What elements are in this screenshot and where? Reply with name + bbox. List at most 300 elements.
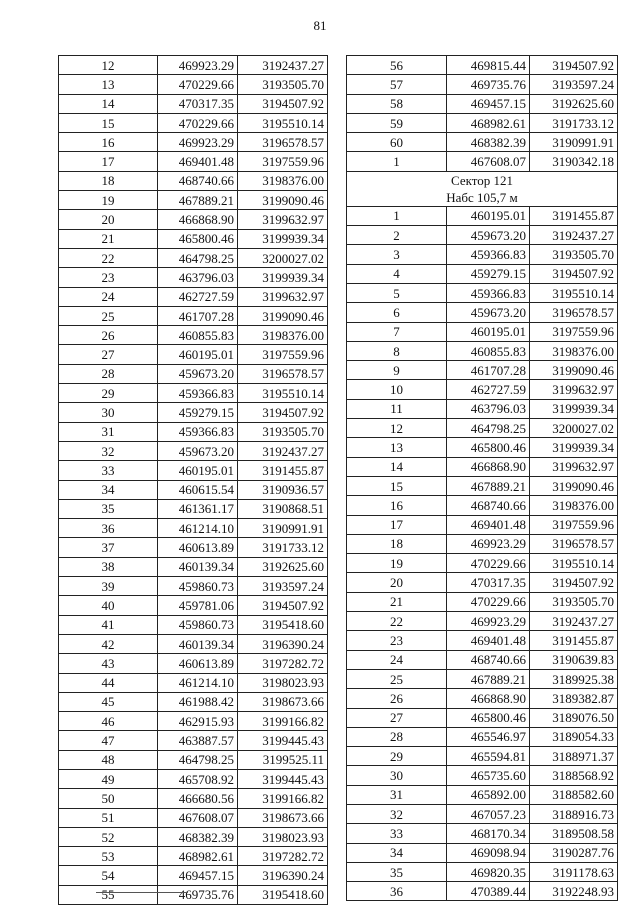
table-row (347, 669, 618, 688)
point-number: 16 (59, 133, 158, 152)
y-coordinate: 3199166.82 (238, 789, 328, 808)
point-number: 18 (347, 534, 447, 553)
x-coordinate: 459366.83 (447, 283, 530, 302)
point-number: 25 (59, 306, 158, 325)
point-number: 29 (59, 384, 158, 403)
x-coordinate: 465735.60 (447, 766, 530, 785)
table-row (347, 843, 618, 862)
table-row (347, 75, 618, 94)
x-coordinate: 460613.89 (158, 654, 238, 673)
point-number: 14 (59, 94, 158, 113)
point-number: 58 (347, 94, 447, 113)
table-row (59, 731, 328, 750)
y-coordinate: 3197282.72 (238, 654, 328, 673)
y-coordinate: 3189508.58 (530, 824, 618, 843)
x-coordinate: 463887.57 (158, 731, 238, 750)
y-coordinate: 3196390.24 (238, 634, 328, 653)
y-coordinate: 3193505.70 (530, 245, 618, 264)
table-row (347, 113, 618, 132)
point-number: 22 (59, 248, 158, 267)
point-number: 26 (59, 326, 158, 345)
point-number: 33 (347, 824, 447, 843)
point-number: 15 (59, 113, 158, 132)
table-row (347, 689, 618, 708)
table-row (347, 515, 618, 534)
footnote-rule (96, 892, 188, 893)
table-row (59, 171, 328, 190)
table-row (347, 283, 618, 302)
y-coordinate: 3195510.14 (530, 554, 618, 573)
y-coordinate: 3193505.70 (530, 592, 618, 611)
y-coordinate: 3189054.33 (530, 727, 618, 746)
y-coordinate: 3197559.96 (530, 515, 618, 534)
x-coordinate: 459673.20 (447, 226, 530, 245)
x-coordinate: 466868.90 (447, 457, 530, 476)
table-row (347, 133, 618, 152)
point-number: 51 (59, 808, 158, 827)
y-coordinate: 3188582.60 (530, 785, 618, 804)
table-row (347, 322, 618, 341)
x-coordinate: 464798.25 (158, 248, 238, 267)
x-coordinate: 468740.66 (158, 171, 238, 190)
table-row (347, 650, 618, 669)
x-coordinate: 461214.10 (158, 519, 238, 538)
y-coordinate: 3189076.50 (530, 708, 618, 727)
point-number: 9 (347, 361, 447, 380)
point-number: 17 (59, 152, 158, 171)
x-coordinate: 470229.66 (158, 113, 238, 132)
x-coordinate: 463796.03 (158, 268, 238, 287)
point-number: 5 (347, 283, 447, 302)
point-number: 7 (347, 322, 447, 341)
point-number: 25 (347, 669, 447, 688)
point-number: 20 (59, 210, 158, 229)
table-row (347, 631, 618, 650)
table-row (59, 692, 328, 711)
x-coordinate: 466868.90 (158, 210, 238, 229)
y-coordinate: 3199090.46 (238, 306, 328, 325)
x-coordinate: 468382.39 (158, 827, 238, 846)
table-row (59, 789, 328, 808)
x-coordinate: 459860.73 (158, 577, 238, 596)
x-coordinate: 464798.25 (447, 419, 530, 438)
point-number: 57 (347, 75, 447, 94)
y-coordinate: 3190868.51 (238, 499, 328, 518)
y-coordinate: 3198023.93 (238, 827, 328, 846)
y-coordinate: 3198673.66 (238, 808, 328, 827)
point-number: 12 (347, 419, 447, 438)
table-row (347, 438, 618, 457)
y-coordinate: 3193505.70 (238, 422, 328, 441)
y-coordinate: 3189382.87 (530, 689, 618, 708)
x-coordinate: 469923.29 (447, 612, 530, 631)
x-coordinate: 470317.35 (447, 573, 530, 592)
point-number: 41 (59, 615, 158, 634)
point-number: 8 (347, 341, 447, 360)
x-coordinate: 459279.15 (447, 264, 530, 283)
point-number: 24 (347, 650, 447, 669)
point-number: 29 (347, 747, 447, 766)
point-number: 23 (347, 631, 447, 650)
table-row (59, 750, 328, 769)
y-coordinate: 3194507.92 (238, 596, 328, 615)
y-coordinate: 3199090.46 (238, 191, 328, 210)
y-coordinate: 3191178.63 (530, 862, 618, 881)
table-row (59, 634, 328, 653)
y-coordinate: 3194507.92 (530, 56, 618, 75)
point-number: 1 (347, 206, 447, 225)
table-row (59, 538, 328, 557)
x-coordinate: 465594.81 (447, 747, 530, 766)
x-coordinate: 465800.46 (447, 708, 530, 727)
y-coordinate: 3189925.38 (530, 669, 618, 688)
point-number: 31 (347, 785, 447, 804)
table-row (59, 847, 328, 866)
x-coordinate: 460195.01 (447, 206, 530, 225)
table-row (347, 380, 618, 399)
y-coordinate: 3193597.24 (530, 75, 618, 94)
y-coordinate: 3198376.00 (238, 171, 328, 190)
table-row (347, 785, 618, 804)
point-number: 60 (347, 133, 447, 152)
x-coordinate: 468982.61 (158, 847, 238, 866)
point-number: 27 (347, 708, 447, 727)
point-number: 10 (347, 380, 447, 399)
table-row (347, 419, 618, 438)
x-coordinate: 467889.21 (158, 191, 238, 210)
x-coordinate: 466680.56 (158, 789, 238, 808)
x-coordinate: 465892.00 (447, 785, 530, 804)
table-row (347, 399, 618, 418)
table-row (59, 94, 328, 113)
point-number: 2 (347, 226, 447, 245)
y-coordinate: 3199166.82 (238, 712, 328, 731)
table-row (347, 708, 618, 727)
table-row (347, 862, 618, 881)
y-coordinate: 3191455.87 (530, 631, 618, 650)
point-number: 36 (59, 519, 158, 538)
y-coordinate: 3194507.92 (530, 573, 618, 592)
point-number: 34 (347, 843, 447, 862)
y-coordinate: 3199632.97 (238, 210, 328, 229)
y-coordinate: 3190342.18 (530, 152, 618, 171)
table-row (347, 245, 618, 264)
table-row (347, 206, 618, 225)
y-coordinate: 3199939.34 (530, 399, 618, 418)
x-coordinate: 468382.39 (447, 133, 530, 152)
table-row (59, 364, 328, 383)
table-row (59, 866, 328, 885)
table-row (59, 152, 328, 171)
x-coordinate: 470229.66 (158, 75, 238, 94)
table-row (59, 557, 328, 576)
y-coordinate: 3192437.27 (238, 56, 328, 75)
x-coordinate: 469098.94 (447, 843, 530, 862)
table-row (347, 457, 618, 476)
x-coordinate: 459366.83 (158, 384, 238, 403)
x-coordinate: 468170.34 (447, 824, 530, 843)
x-coordinate: 460615.54 (158, 480, 238, 499)
point-number: 31 (59, 422, 158, 441)
table-row (59, 461, 328, 480)
point-number: 56 (347, 56, 447, 75)
point-number: 15 (347, 476, 447, 495)
table-row (347, 496, 618, 515)
table-row (347, 766, 618, 785)
table-row (59, 808, 328, 827)
table-row (347, 612, 618, 631)
table-row (59, 615, 328, 634)
table-row (347, 226, 618, 245)
y-coordinate: 3192437.27 (530, 612, 618, 631)
point-number: 35 (347, 862, 447, 881)
point-number: 39 (59, 577, 158, 596)
x-coordinate: 462727.59 (158, 287, 238, 306)
point-number: 27 (59, 345, 158, 364)
x-coordinate: 468982.61 (447, 113, 530, 132)
y-coordinate: 3199632.97 (238, 287, 328, 306)
table-row (59, 210, 328, 229)
point-number: 26 (347, 689, 447, 708)
x-coordinate: 459673.20 (447, 303, 530, 322)
table-row (59, 248, 328, 267)
y-coordinate: 3192625.60 (238, 557, 328, 576)
point-number: 23 (59, 268, 158, 287)
table-row (59, 441, 328, 460)
table-row (59, 56, 328, 75)
table-row (347, 152, 618, 171)
y-coordinate: 3195418.60 (238, 885, 328, 904)
point-number: 19 (59, 191, 158, 210)
point-number: 37 (59, 538, 158, 557)
x-coordinate: 469735.76 (158, 885, 238, 904)
point-number: 34 (59, 480, 158, 499)
y-coordinate: 3191455.87 (238, 461, 328, 480)
point-number: 30 (347, 766, 447, 785)
point-number: 53 (59, 847, 158, 866)
y-coordinate: 3199939.34 (530, 438, 618, 457)
x-coordinate: 461214.10 (158, 673, 238, 692)
table-row (59, 422, 328, 441)
y-coordinate: 3194507.92 (530, 264, 618, 283)
point-number: 47 (59, 731, 158, 750)
point-number: 19 (347, 554, 447, 573)
x-coordinate: 460195.01 (447, 322, 530, 341)
y-coordinate: 3198023.93 (238, 673, 328, 692)
x-coordinate: 469401.48 (158, 152, 238, 171)
point-number: 45 (59, 692, 158, 711)
x-coordinate: 469457.15 (447, 94, 530, 113)
point-number: 1 (347, 152, 447, 171)
y-coordinate: 3199090.46 (530, 361, 618, 380)
point-number: 50 (59, 789, 158, 808)
y-coordinate: 3191733.12 (238, 538, 328, 557)
point-number: 18 (59, 171, 158, 190)
y-coordinate: 3199525.11 (238, 750, 328, 769)
y-coordinate: 3195510.14 (530, 283, 618, 302)
y-coordinate: 3196578.57 (238, 364, 328, 383)
point-number: 36 (347, 882, 447, 901)
table-row (59, 113, 328, 132)
table-row (347, 476, 618, 495)
table-row (59, 268, 328, 287)
point-number: 14 (347, 457, 447, 476)
table-row (347, 747, 618, 766)
x-coordinate: 469401.48 (447, 515, 530, 534)
point-number: 33 (59, 461, 158, 480)
table-row (59, 885, 328, 904)
x-coordinate: 470229.66 (447, 592, 530, 611)
point-number: 59 (347, 113, 447, 132)
point-number: 55 (59, 885, 158, 904)
point-number: 17 (347, 515, 447, 534)
y-coordinate: 3197559.96 (530, 322, 618, 341)
table-row (59, 403, 328, 422)
point-number: 24 (59, 287, 158, 306)
y-coordinate: 3195510.14 (238, 113, 328, 132)
point-number: 49 (59, 769, 158, 788)
x-coordinate: 465708.92 (158, 769, 238, 788)
point-number: 46 (59, 712, 158, 731)
x-coordinate: 468740.66 (447, 496, 530, 515)
point-number: 48 (59, 750, 158, 769)
y-coordinate: 3197559.96 (238, 345, 328, 364)
x-coordinate: 467608.07 (158, 808, 238, 827)
x-coordinate: 467889.21 (447, 476, 530, 495)
table-row (59, 712, 328, 731)
sector-header-row (347, 171, 618, 206)
left-coordinates-table (58, 55, 328, 905)
x-coordinate: 461707.28 (447, 361, 530, 380)
x-coordinate: 468740.66 (447, 650, 530, 669)
y-coordinate: 3198673.66 (238, 692, 328, 711)
x-coordinate: 461361.17 (158, 499, 238, 518)
table-row (59, 654, 328, 673)
x-coordinate: 469457.15 (158, 866, 238, 885)
table-row (347, 534, 618, 553)
y-coordinate: 3190287.76 (530, 843, 618, 862)
y-coordinate: 3188971.37 (530, 747, 618, 766)
table-row (347, 264, 618, 283)
y-coordinate: 3198376.00 (530, 341, 618, 360)
table-row (59, 75, 328, 94)
y-coordinate: 3190991.91 (238, 519, 328, 538)
y-coordinate: 3193505.70 (238, 75, 328, 94)
x-coordinate: 460855.83 (447, 341, 530, 360)
x-coordinate: 459366.83 (158, 422, 238, 441)
x-coordinate: 461707.28 (158, 306, 238, 325)
y-coordinate: 3200027.02 (238, 248, 328, 267)
point-number: 30 (59, 403, 158, 422)
table-row (59, 133, 328, 152)
point-number: 54 (59, 866, 158, 885)
x-coordinate: 469815.44 (447, 56, 530, 75)
table-row (59, 519, 328, 538)
y-coordinate: 3196578.57 (238, 133, 328, 152)
y-coordinate: 3193597.24 (238, 577, 328, 596)
table-row (347, 882, 618, 901)
right-coordinates-table (346, 55, 618, 901)
y-coordinate: 3199632.97 (530, 457, 618, 476)
table-row (347, 727, 618, 746)
x-coordinate: 466868.90 (447, 689, 530, 708)
table-row (347, 824, 618, 843)
point-number: 20 (347, 573, 447, 592)
table-row (347, 94, 618, 113)
x-coordinate: 470317.35 (158, 94, 238, 113)
y-coordinate: 3196578.57 (530, 534, 618, 553)
point-number: 44 (59, 673, 158, 692)
x-coordinate: 462727.59 (447, 380, 530, 399)
x-coordinate: 467608.07 (447, 152, 530, 171)
y-coordinate: 3196390.24 (238, 866, 328, 885)
y-coordinate: 3199939.34 (238, 268, 328, 287)
y-coordinate: 3194507.92 (238, 403, 328, 422)
point-number: 52 (59, 827, 158, 846)
table-row (347, 56, 618, 75)
point-number: 43 (59, 654, 158, 673)
point-number: 32 (59, 441, 158, 460)
y-coordinate: 3192437.27 (238, 441, 328, 460)
table-row (59, 577, 328, 596)
table-row (59, 384, 328, 403)
x-coordinate: 469923.29 (158, 56, 238, 75)
x-coordinate: 469735.76 (447, 75, 530, 94)
x-coordinate: 462915.93 (158, 712, 238, 731)
y-coordinate: 3198376.00 (238, 326, 328, 345)
x-coordinate: 467889.21 (447, 669, 530, 688)
x-coordinate: 460195.01 (158, 345, 238, 364)
x-coordinate: 465800.46 (447, 438, 530, 457)
y-coordinate: 3192248.93 (530, 882, 618, 901)
point-number: 32 (347, 804, 447, 823)
point-number: 22 (347, 612, 447, 631)
x-coordinate: 460195.01 (158, 461, 238, 480)
y-coordinate: 3195510.14 (238, 384, 328, 403)
point-number: 16 (347, 496, 447, 515)
y-coordinate: 3188568.92 (530, 766, 618, 785)
x-coordinate: 459366.83 (447, 245, 530, 264)
y-coordinate: 3190639.83 (530, 650, 618, 669)
y-coordinate: 3199445.43 (238, 769, 328, 788)
sector-title: Сектор 121 (450, 172, 513, 188)
table-row (59, 480, 328, 499)
y-coordinate: 3188916.73 (530, 804, 618, 823)
y-coordinate: 3199090.46 (530, 476, 618, 495)
point-number: 28 (59, 364, 158, 383)
sector-elevation: Набс 105,7 м (446, 189, 518, 205)
point-number: 21 (347, 592, 447, 611)
y-coordinate: 3199939.34 (238, 229, 328, 248)
table-row (347, 592, 618, 611)
table-row (347, 303, 618, 322)
x-coordinate: 459279.15 (158, 403, 238, 422)
x-coordinate: 465546.97 (447, 727, 530, 746)
y-coordinate: 3192437.27 (530, 226, 618, 245)
y-coordinate: 3197559.96 (238, 152, 328, 171)
point-number: 3 (347, 245, 447, 264)
table-row (347, 804, 618, 823)
table-row (59, 326, 328, 345)
table-row (59, 191, 328, 210)
x-coordinate: 470389.44 (447, 882, 530, 901)
table-row (347, 361, 618, 380)
y-coordinate: 3198376.00 (530, 496, 618, 515)
table-row (347, 573, 618, 592)
table-row (59, 287, 328, 306)
x-coordinate: 459781.06 (158, 596, 238, 615)
x-coordinate: 459673.20 (158, 441, 238, 460)
